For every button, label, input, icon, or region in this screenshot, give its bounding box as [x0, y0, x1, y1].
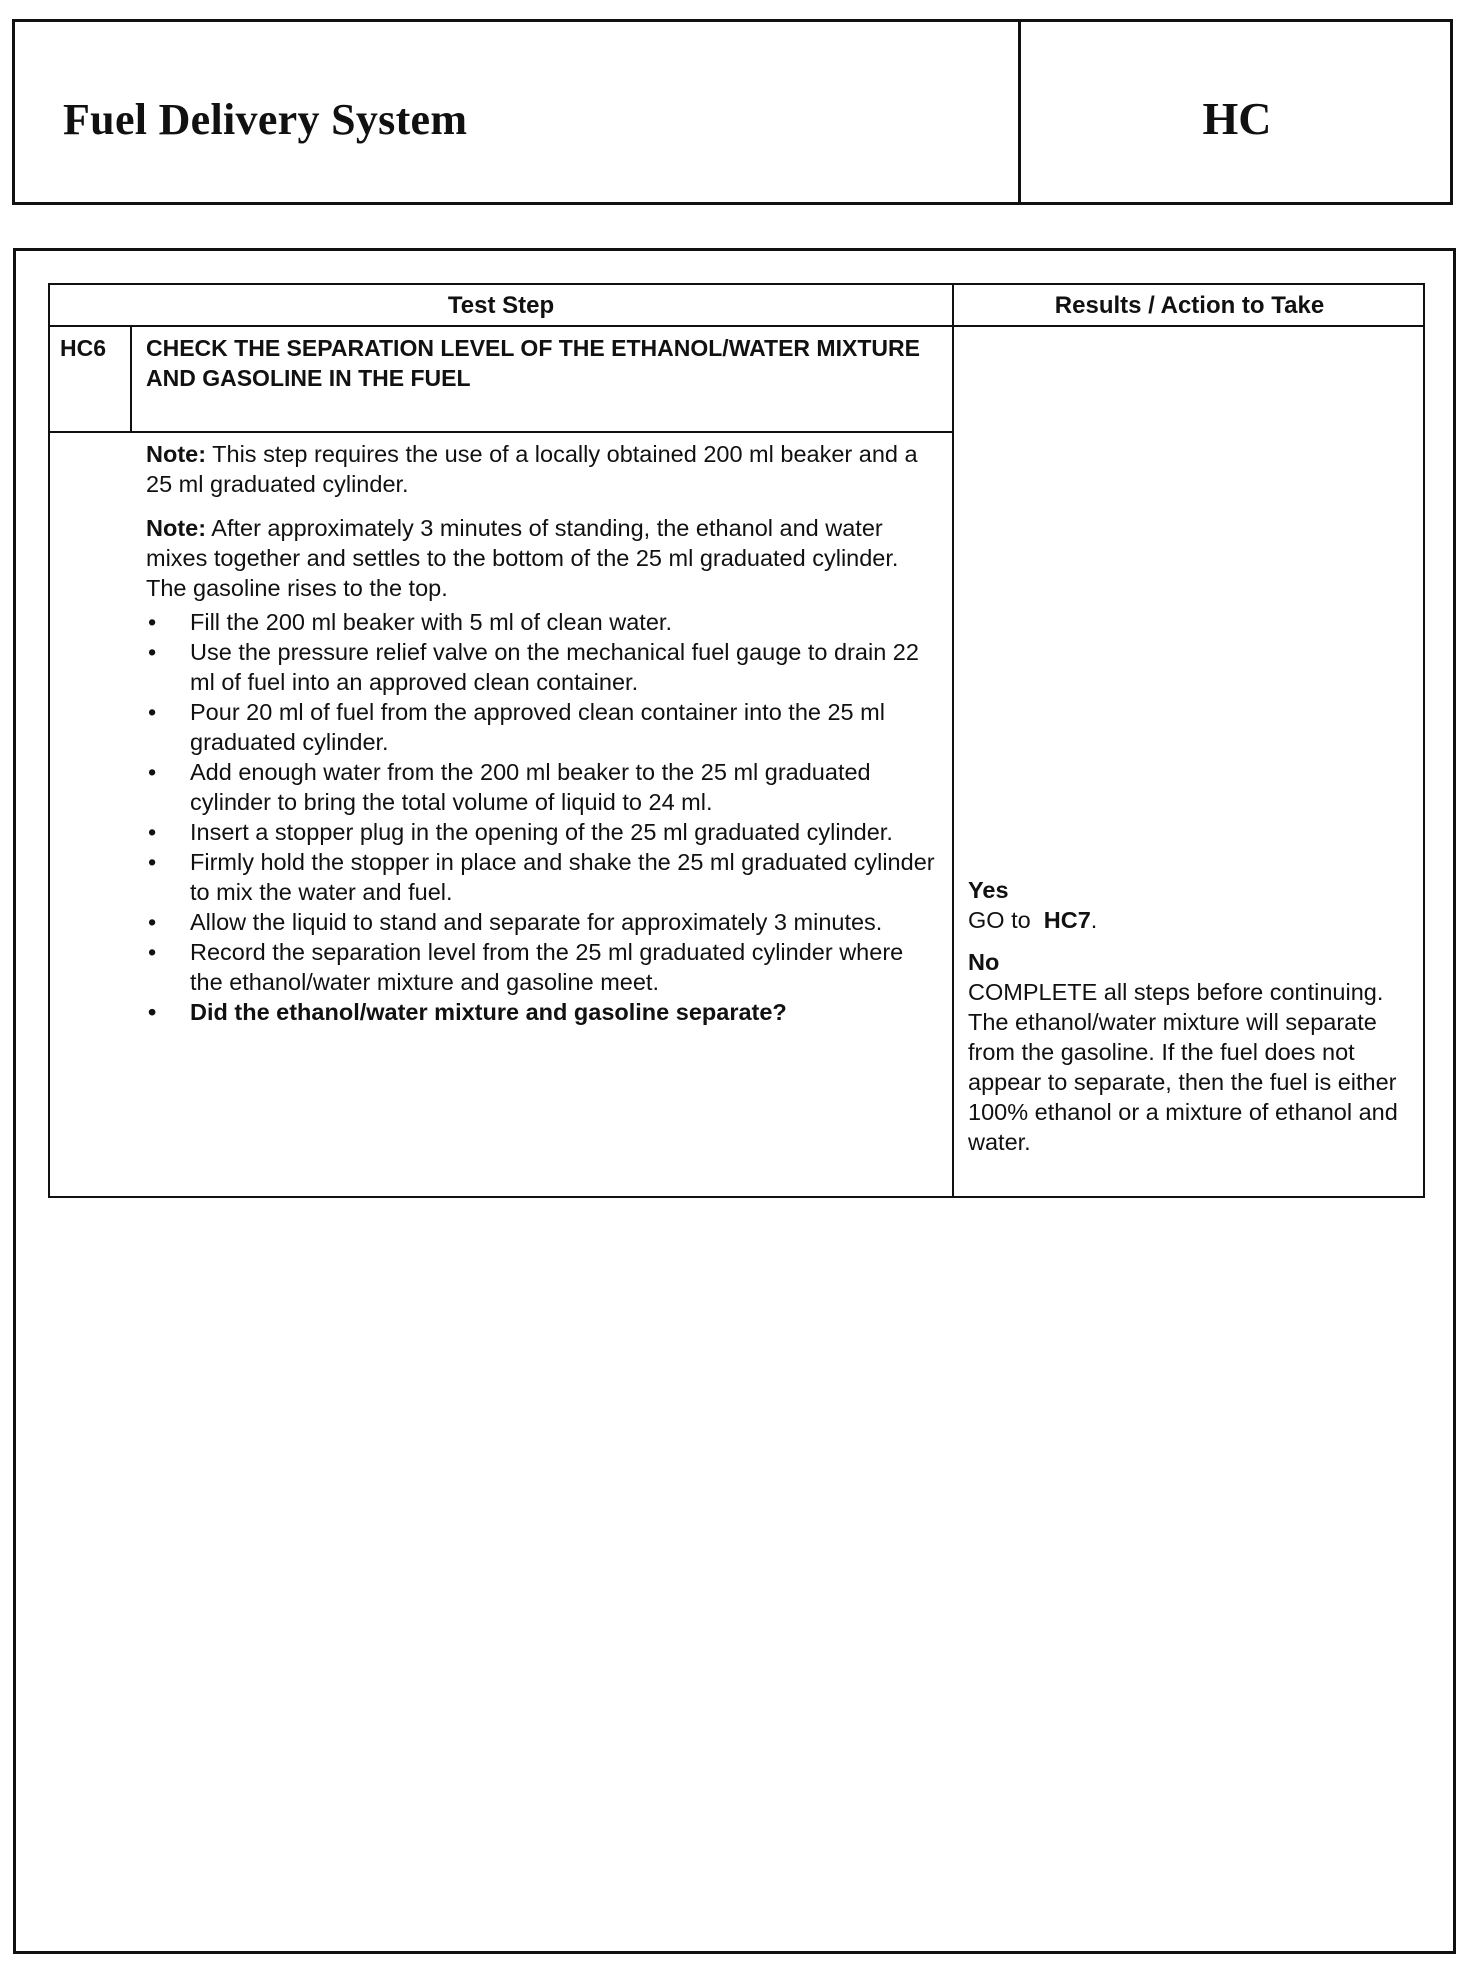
list-item — [146, 817, 936, 847]
list-item — [146, 637, 936, 697]
step-id: HC6 — [60, 335, 107, 361]
bullet-icon: • — [148, 849, 157, 875]
note-text: After approximately 3 minutes of standing, the ethanol and water mixes together and settles to the bottom of the 25 ml graduated cylinder. The gasoline rises to the top. — [146, 515, 899, 601]
spacer — [968, 935, 1418, 947]
question-item — [146, 997, 936, 1027]
go-to-step-link[interactable]: HC7 — [1043, 907, 1091, 933]
bullet-icon: • — [148, 759, 157, 785]
note-text: This step requires the use of a locally obtained 200 ml beaker and a 25 ml graduated cylinder. — [146, 441, 918, 497]
list-item-text: Fill the 200 ml beaker with 5 ml of clean water. — [190, 609, 672, 635]
bullet-icon: • — [148, 819, 157, 845]
result-yes-label: Yes — [968, 877, 1009, 903]
bullet-icon: • — [148, 939, 157, 965]
results-action — [968, 875, 1418, 1157]
bullet-icon: • — [148, 609, 157, 635]
list-item-text: Allow the liquid to stand and separate for approximately 3 minutes. — [190, 909, 883, 935]
test-step-table — [48, 283, 1425, 1198]
step-title-divider — [50, 431, 952, 433]
list-item-text: Insert a stopper plug in the opening of the 25 ml graduated cylinder. — [190, 819, 893, 845]
question-text: Did the ethanol/water mixture and gasoline separate? — [190, 999, 787, 1025]
list-item-text: Firmly hold the stopper in place and shake the 25 ml graduated cylinder to mix the water and fuel. — [190, 849, 935, 905]
result-no-action: COMPLETE all steps before continuing. The ethanol/water mixture will separate from the gasoline. If the fuel does not appear to separate, then the fuel is either 100% ethanol or a mixture of ethanol and water. — [968, 979, 1398, 1155]
column-divider — [952, 285, 954, 1196]
bullet-icon: • — [148, 639, 157, 665]
go-to-text: GO to — [968, 907, 1031, 933]
page-header — [12, 19, 1453, 205]
column-header-test-step: Test Step — [447, 292, 555, 319]
note-label: Note: — [146, 515, 207, 541]
step-instructions — [146, 439, 936, 1027]
list-item — [146, 757, 936, 817]
list-item-text: Record the separation level from the 25 ml graduated cylinder where the ethanol/water mixture and gasoline meet. — [190, 939, 904, 995]
column-header-results: Results / Action to Take — [1054, 292, 1325, 319]
list-item — [146, 907, 936, 937]
step-title: CHECK THE SEPARATION LEVEL OF THE ETHANOL/WATER MIXTURE AND GASOLINE IN THE FUEL — [146, 335, 920, 391]
result-yes-action — [968, 905, 1418, 935]
bullet-icon: • — [148, 999, 157, 1025]
note-2 — [146, 513, 936, 603]
list-item — [146, 847, 936, 907]
list-item-text: Pour 20 ml of fuel from the approved clean container into the 25 ml graduated cylinder. — [190, 699, 885, 755]
list-item — [146, 937, 936, 997]
note-1 — [146, 439, 936, 499]
period: . — [1090, 907, 1098, 933]
header-row-divider — [50, 325, 1423, 327]
section-title: Fuel Delivery System — [63, 95, 468, 144]
list-item — [146, 607, 936, 637]
bullet-icon: • — [148, 909, 157, 935]
instruction-list — [146, 607, 936, 1027]
list-item-text: Use the pressure relief valve on the mechanical fuel gauge to drain 22 ml of fuel into an approved clean container. — [190, 639, 919, 695]
list-item — [146, 697, 936, 757]
step-id-divider — [130, 327, 132, 431]
note-label: Note: — [146, 441, 207, 467]
list-item-text: Add enough water from the 200 ml beaker to the 25 ml graduated cylinder to bring the total volume of liquid to 24 ml. — [190, 759, 871, 815]
result-no-label: No — [968, 949, 1000, 975]
bullet-icon: • — [148, 699, 157, 725]
section-code: HC — [1202, 93, 1272, 144]
